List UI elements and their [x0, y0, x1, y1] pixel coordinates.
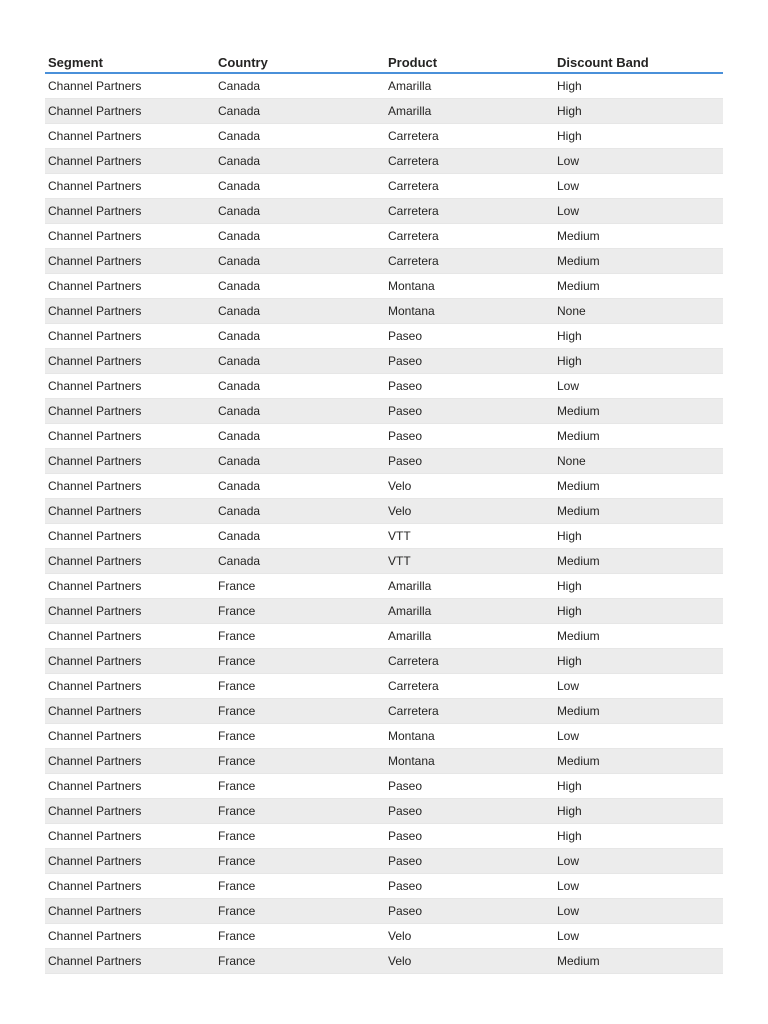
country-cell: France	[215, 849, 385, 874]
product-cell: Carretera	[385, 649, 554, 674]
product-cell: Montana	[385, 724, 554, 749]
product-cell: Carretera	[385, 224, 554, 249]
table-row[interactable]	[45, 874, 723, 899]
table-row[interactable]	[45, 649, 723, 674]
product-cell: Paseo	[385, 424, 554, 449]
country-cell: France	[215, 899, 385, 924]
table-row[interactable]	[45, 324, 723, 349]
discount-band-cell: Low	[554, 174, 723, 199]
discount-band-cell: High	[554, 799, 723, 824]
table-row[interactable]	[45, 549, 723, 574]
discount-band-cell: High	[554, 824, 723, 849]
country-cell: Canada	[215, 499, 385, 524]
product-cell: Carretera	[385, 699, 554, 724]
product-cell: Velo	[385, 499, 554, 524]
country-cell: Canada	[215, 324, 385, 349]
product-cell: Paseo	[385, 399, 554, 424]
segment-cell: Channel Partners	[45, 874, 215, 899]
country-cell: Canada	[215, 73, 385, 99]
product-cell: VTT	[385, 524, 554, 549]
product-cell: Paseo	[385, 799, 554, 824]
product-cell: Paseo	[385, 849, 554, 874]
segment-cell: Channel Partners	[45, 199, 215, 224]
segment-cell: Channel Partners	[45, 624, 215, 649]
segment-cell: Channel Partners	[45, 374, 215, 399]
table-row[interactable]	[45, 474, 723, 499]
table-row[interactable]	[45, 849, 723, 874]
product-cell: Carretera	[385, 149, 554, 174]
country-cell: France	[215, 824, 385, 849]
discount-band-cell: None	[554, 299, 723, 324]
product-cell: Montana	[385, 299, 554, 324]
segment-cell: Channel Partners	[45, 349, 215, 374]
table-row[interactable]	[45, 199, 723, 224]
discount-band-cell: Low	[554, 849, 723, 874]
country-cell: France	[215, 924, 385, 949]
country-cell: Canada	[215, 424, 385, 449]
table-row[interactable]	[45, 899, 723, 924]
country-cell: Canada	[215, 399, 385, 424]
country-cell: France	[215, 649, 385, 674]
discount-band-cell: None	[554, 449, 723, 474]
segment-cell: Channel Partners	[45, 224, 215, 249]
segment-cell: Channel Partners	[45, 899, 215, 924]
segment-cell: Channel Partners	[45, 649, 215, 674]
country-cell: France	[215, 949, 385, 974]
product-cell: Amarilla	[385, 99, 554, 124]
product-cell: Carretera	[385, 674, 554, 699]
country-cell: Canada	[215, 374, 385, 399]
table-row[interactable]	[45, 799, 723, 824]
country-cell: France	[215, 799, 385, 824]
product-cell: Paseo	[385, 874, 554, 899]
discount-band-cell: Medium	[554, 424, 723, 449]
table-row[interactable]	[45, 374, 723, 399]
column-header-country[interactable]: Country	[215, 50, 385, 73]
segment-cell: Channel Partners	[45, 124, 215, 149]
product-cell: Amarilla	[385, 624, 554, 649]
discount-band-cell: Medium	[554, 224, 723, 249]
table-row[interactable]	[45, 724, 723, 749]
table-row[interactable]	[45, 224, 723, 249]
country-cell: Canada	[215, 349, 385, 374]
country-cell: France	[215, 874, 385, 899]
country-cell: Canada	[215, 174, 385, 199]
segment-cell: Channel Partners	[45, 924, 215, 949]
country-cell: Canada	[215, 99, 385, 124]
table-row[interactable]	[45, 73, 723, 99]
table-body	[45, 73, 723, 974]
segment-cell: Channel Partners	[45, 774, 215, 799]
discount-band-cell: Low	[554, 199, 723, 224]
discount-band-cell: High	[554, 349, 723, 374]
country-cell: Canada	[215, 524, 385, 549]
column-header-segment[interactable]: Segment	[45, 50, 215, 73]
discount-band-cell: Low	[554, 924, 723, 949]
table-row[interactable]	[45, 674, 723, 699]
discount-band-cell: High	[554, 599, 723, 624]
table-row[interactable]	[45, 299, 723, 324]
country-cell: Canada	[215, 124, 385, 149]
country-cell: Canada	[215, 549, 385, 574]
table-row[interactable]	[45, 624, 723, 649]
table-row[interactable]	[45, 699, 723, 724]
table-row[interactable]	[45, 399, 723, 424]
product-cell: Velo	[385, 474, 554, 499]
discount-band-cell: Medium	[554, 499, 723, 524]
country-cell: Canada	[215, 199, 385, 224]
segment-cell: Channel Partners	[45, 549, 215, 574]
segment-cell: Channel Partners	[45, 824, 215, 849]
discount-band-cell: Low	[554, 674, 723, 699]
product-cell: Carretera	[385, 124, 554, 149]
product-cell: Velo	[385, 924, 554, 949]
header-row	[45, 50, 723, 73]
segment-cell: Channel Partners	[45, 274, 215, 299]
table-row[interactable]	[45, 274, 723, 299]
segment-cell: Channel Partners	[45, 674, 215, 699]
discount-band-cell: Medium	[554, 274, 723, 299]
table-row[interactable]	[45, 499, 723, 524]
product-cell: Paseo	[385, 374, 554, 399]
discount-band-cell: Medium	[554, 699, 723, 724]
discount-band-cell: Low	[554, 724, 723, 749]
product-cell: Paseo	[385, 899, 554, 924]
discount-band-cell: High	[554, 524, 723, 549]
table-row[interactable]	[45, 599, 723, 624]
discount-band-cell: High	[554, 574, 723, 599]
discount-band-cell: Medium	[554, 399, 723, 424]
product-cell: Carretera	[385, 174, 554, 199]
discount-band-cell: High	[554, 99, 723, 124]
country-cell: France	[215, 674, 385, 699]
product-cell: Velo	[385, 949, 554, 974]
country-cell: Canada	[215, 299, 385, 324]
table-row[interactable]	[45, 449, 723, 474]
country-cell: Canada	[215, 449, 385, 474]
discount-band-cell: Medium	[554, 249, 723, 274]
country-cell: Canada	[215, 249, 385, 274]
product-cell: Amarilla	[385, 73, 554, 99]
country-cell: France	[215, 599, 385, 624]
country-cell: Canada	[215, 224, 385, 249]
product-cell: Carretera	[385, 199, 554, 224]
table-row[interactable]	[45, 99, 723, 124]
segment-cell: Channel Partners	[45, 749, 215, 774]
country-cell: Canada	[215, 474, 385, 499]
segment-cell: Channel Partners	[45, 574, 215, 599]
table-row[interactable]	[45, 124, 723, 149]
segment-cell: Channel Partners	[45, 474, 215, 499]
segment-cell: Channel Partners	[45, 799, 215, 824]
segment-cell: Channel Partners	[45, 99, 215, 124]
segment-cell: Channel Partners	[45, 149, 215, 174]
product-cell: Amarilla	[385, 574, 554, 599]
product-cell: Montana	[385, 749, 554, 774]
product-cell: Paseo	[385, 349, 554, 374]
column-header-product[interactable]: Product	[385, 50, 554, 73]
discount-band-cell: Medium	[554, 749, 723, 774]
product-cell: Paseo	[385, 324, 554, 349]
product-cell: Amarilla	[385, 599, 554, 624]
product-cell: Paseo	[385, 449, 554, 474]
discount-band-cell: High	[554, 324, 723, 349]
country-cell: France	[215, 724, 385, 749]
segment-cell: Channel Partners	[45, 249, 215, 274]
table-row[interactable]	[45, 574, 723, 599]
discount-band-cell: Low	[554, 874, 723, 899]
country-cell: France	[215, 624, 385, 649]
column-header-discount-band[interactable]: Discount Band	[554, 50, 723, 73]
discount-band-cell: High	[554, 774, 723, 799]
product-cell: Paseo	[385, 774, 554, 799]
discount-band-cell: High	[554, 73, 723, 99]
segment-cell: Channel Partners	[45, 174, 215, 199]
segment-cell: Channel Partners	[45, 73, 215, 99]
data-table	[45, 50, 723, 974]
table-row[interactable]	[45, 349, 723, 374]
product-cell: Paseo	[385, 824, 554, 849]
country-cell: France	[215, 774, 385, 799]
segment-cell: Channel Partners	[45, 449, 215, 474]
discount-band-cell: High	[554, 124, 723, 149]
country-cell: France	[215, 699, 385, 724]
table-row[interactable]	[45, 524, 723, 549]
segment-cell: Channel Partners	[45, 849, 215, 874]
table-visual[interactable]	[45, 50, 723, 974]
segment-cell: Channel Partners	[45, 524, 215, 549]
discount-band-cell: Low	[554, 899, 723, 924]
segment-cell: Channel Partners	[45, 699, 215, 724]
product-cell: Montana	[385, 274, 554, 299]
table-row[interactable]	[45, 749, 723, 774]
table-row[interactable]	[45, 174, 723, 199]
discount-band-cell: Medium	[554, 549, 723, 574]
segment-cell: Channel Partners	[45, 299, 215, 324]
table-row[interactable]	[45, 824, 723, 849]
discount-band-cell: Medium	[554, 474, 723, 499]
segment-cell: Channel Partners	[45, 499, 215, 524]
segment-cell: Channel Partners	[45, 424, 215, 449]
table-row[interactable]	[45, 424, 723, 449]
discount-band-cell: Low	[554, 149, 723, 174]
table-row[interactable]	[45, 774, 723, 799]
discount-band-cell: Low	[554, 374, 723, 399]
segment-cell: Channel Partners	[45, 324, 215, 349]
product-cell: Carretera	[385, 249, 554, 274]
country-cell: Canada	[215, 149, 385, 174]
discount-band-cell: Medium	[554, 624, 723, 649]
country-cell: Canada	[215, 274, 385, 299]
product-cell: VTT	[385, 549, 554, 574]
segment-cell: Channel Partners	[45, 949, 215, 974]
table-row[interactable]	[45, 249, 723, 274]
discount-band-cell: Medium	[554, 949, 723, 974]
segment-cell: Channel Partners	[45, 724, 215, 749]
country-cell: France	[215, 749, 385, 774]
segment-cell: Channel Partners	[45, 399, 215, 424]
country-cell: France	[215, 574, 385, 599]
table-row[interactable]	[45, 949, 723, 974]
table-row[interactable]	[45, 924, 723, 949]
table-row[interactable]	[45, 149, 723, 174]
discount-band-cell: High	[554, 649, 723, 674]
segment-cell: Channel Partners	[45, 599, 215, 624]
